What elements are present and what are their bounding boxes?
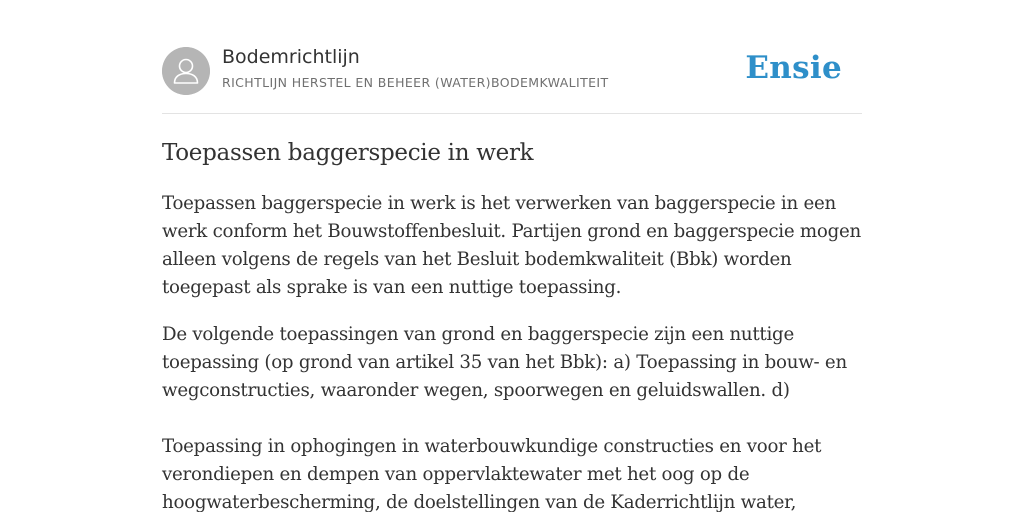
article-body <box>162 136 862 512</box>
user-avatar-icon <box>162 47 210 95</box>
article-paragraph: Toepassing in ophogingen in waterbouwkundige constructies en voor het verondiepen en dempen van oppervlaktewater met het oog op de hoogwaterbescherming, de doelstellingen van de Kaderrichtlijn water, <box>162 436 822 512</box>
article-paragraph: De volgende toepassingen van grond en baggerspecie zijn een nuttige toepassing (op grond van artikel 35 van het Bbk): a) Toepassing in bouw- en wegconstructies, waaronder wegen, spoorwegen en geluidswallen. d) <box>162 324 847 401</box>
source-subtitle: RICHTLIJN HERSTEL EN BEHEER (WATER)BODEMKWALITEIT <box>222 75 609 90</box>
article-heading: Toepassen baggerspecie in werk <box>162 140 534 166</box>
user-silhouette-icon <box>162 47 210 95</box>
header-divider <box>162 113 862 114</box>
source-title[interactable]: Bodemrichtlijn <box>222 46 360 68</box>
document-header <box>162 46 862 96</box>
ensie-logo[interactable]: Ensie <box>745 50 842 86</box>
article-paragraph: Toepassen baggerspecie in werk is het verwerken van baggerspecie in een werk conform het Bouwstoffenbesluit. Partijen grond en baggerspecie mogen alleen volgens de regels van het Besluit bodemkwaliteit (Bbk) worden toegepast als sprake is van een nuttige toepassing. <box>162 193 861 298</box>
